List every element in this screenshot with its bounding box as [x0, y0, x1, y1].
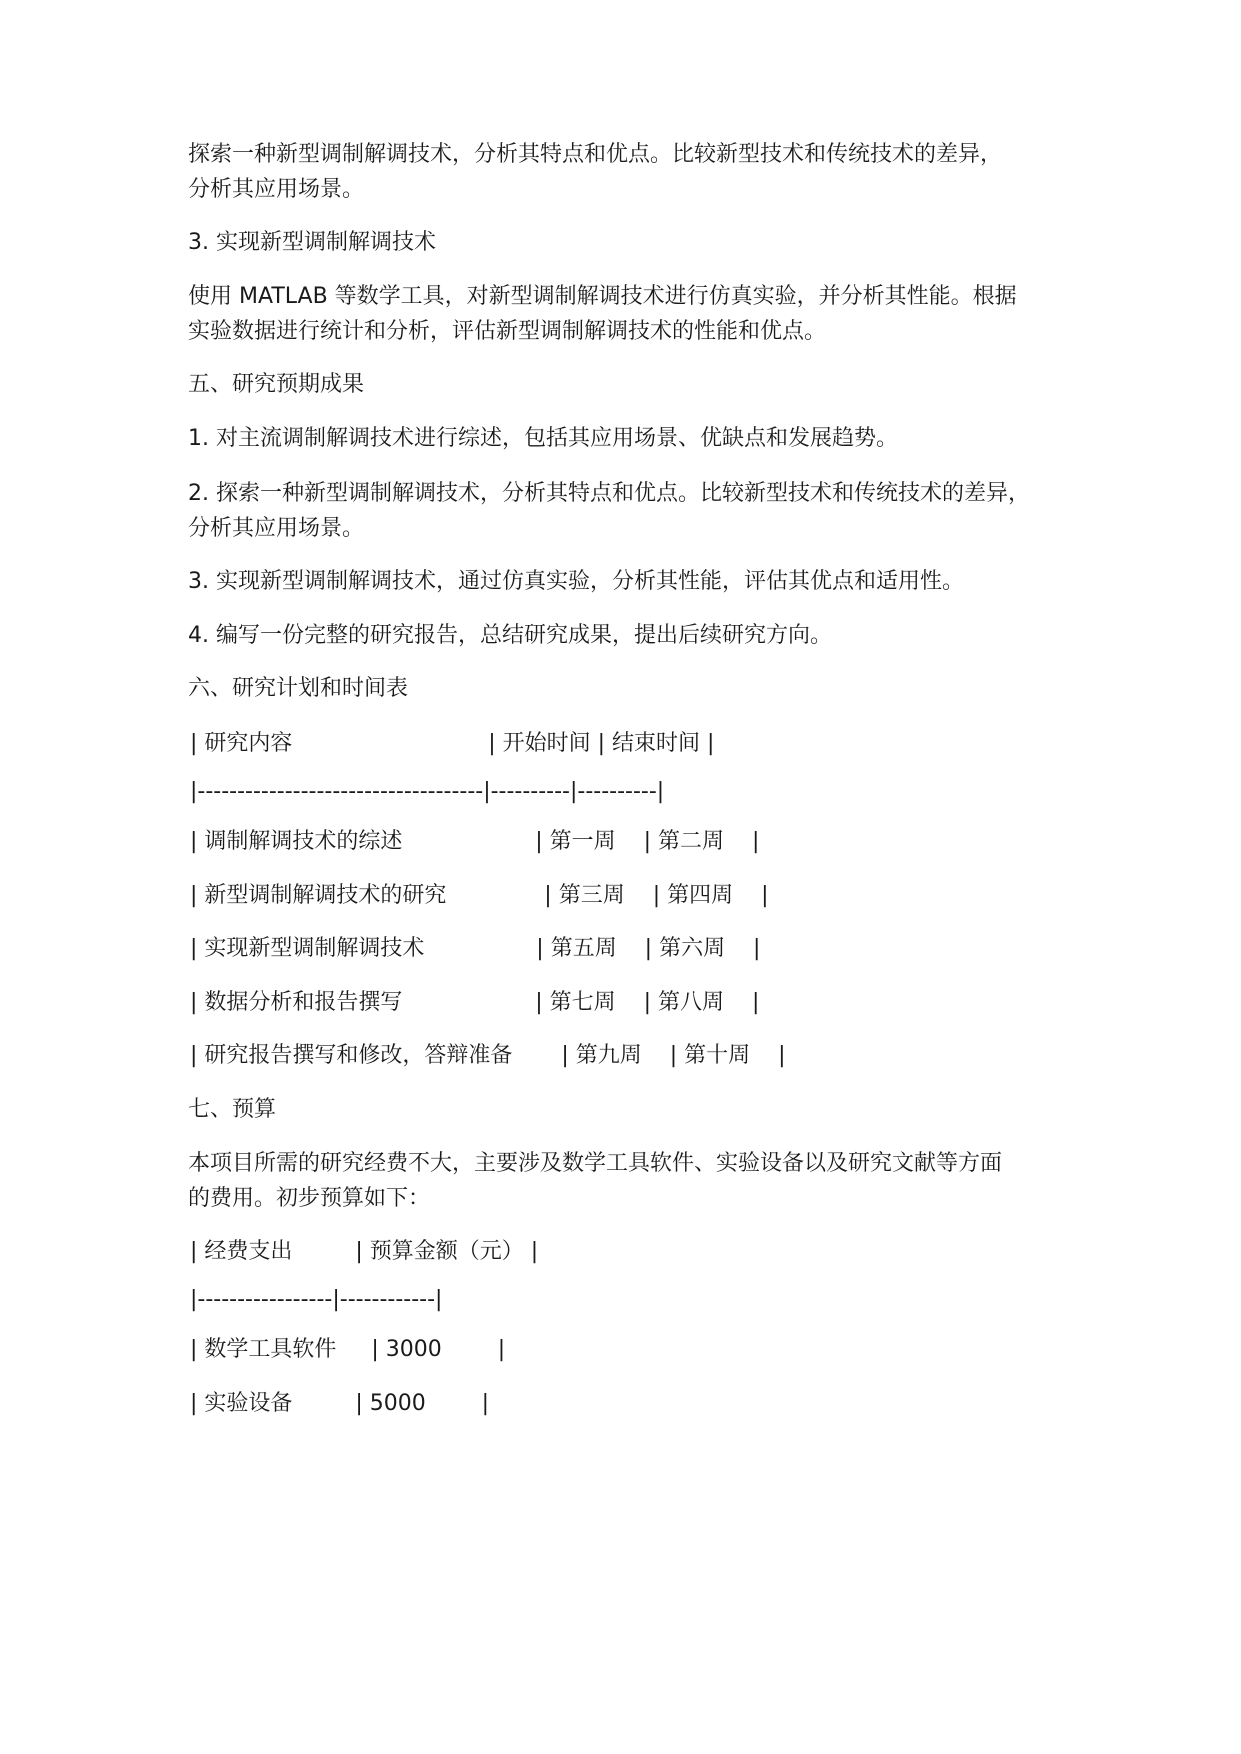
- list-item: 4. 编写一份完整的研究报告，总结研究成果，提出后续研究方向。: [188, 623, 832, 648]
- schedule-table-row: | 研究报告撰写和修改，答辩准备 | 第九周 | 第十周 |: [190, 1043, 786, 1068]
- budget-table-header: | 经费支出 | 预算金额（元） |: [190, 1239, 539, 1264]
- section-heading: 七、预算: [188, 1097, 277, 1122]
- paragraph-line: 实验数据进行统计和分析，评估新型调制解调技术的性能和优点。: [188, 319, 827, 344]
- paragraph-line: 探索一种新型调制解调技术，分析其特点和优点。比较新型技术和传统技术的差异，: [188, 142, 1003, 167]
- subsection-heading: 3. 实现新型调制解调技术: [188, 230, 436, 255]
- paragraph-line: 的费用。初步预算如下：: [188, 1186, 431, 1211]
- paragraph-line: 本项目所需的研究经费不大，主要涉及数学工具软件、实验设备以及研究文献等方面: [188, 1151, 1003, 1176]
- list-item: 1. 对主流调制解调技术进行综述，包括其应用场景、优缺点和发展趋势。: [188, 426, 898, 451]
- list-item: 3. 实现新型调制解调技术，通过仿真实验，分析其性能，评估其优点和适用性。: [188, 569, 964, 594]
- paragraph-line: 分析其应用场景。: [188, 177, 365, 202]
- schedule-table-separator: |------------------------------------|----------|----------|: [190, 779, 665, 804]
- section-heading: 六、研究计划和时间表: [188, 676, 409, 701]
- budget-table-separator: |-----------------|------------|: [190, 1287, 443, 1312]
- budget-table-row: | 数学工具软件 | 3000 |: [190, 1337, 506, 1362]
- schedule-table-row: | 调制解调技术的综述 | 第一周 | 第二周 |: [190, 829, 760, 854]
- schedule-table-row: | 数据分析和报告撰写 | 第七周 | 第八周 |: [190, 990, 760, 1015]
- schedule-table-row: | 实现新型调制解调技术 | 第五周 | 第六周 |: [190, 936, 761, 961]
- list-item: 2. 探索一种新型调制解调技术，分析其特点和优点。比较新型技术和传统技术的差异，: [188, 481, 1030, 506]
- budget-table-row: | 实验设备 | 5000 |: [190, 1391, 490, 1416]
- paragraph-line: 使用 MATLAB 等数学工具，对新型调制解调技术进行仿真实验，并分析其性能。根据: [188, 284, 1017, 309]
- schedule-table-header: | 研究内容 | 开始时间 | 结束时间 |: [190, 731, 715, 756]
- section-heading: 五、研究预期成果: [188, 372, 365, 397]
- list-item-continuation: 分析其应用场景。: [188, 516, 365, 541]
- schedule-table-row: | 新型调制解调技术的研究 | 第三周 | 第四周 |: [190, 883, 769, 908]
